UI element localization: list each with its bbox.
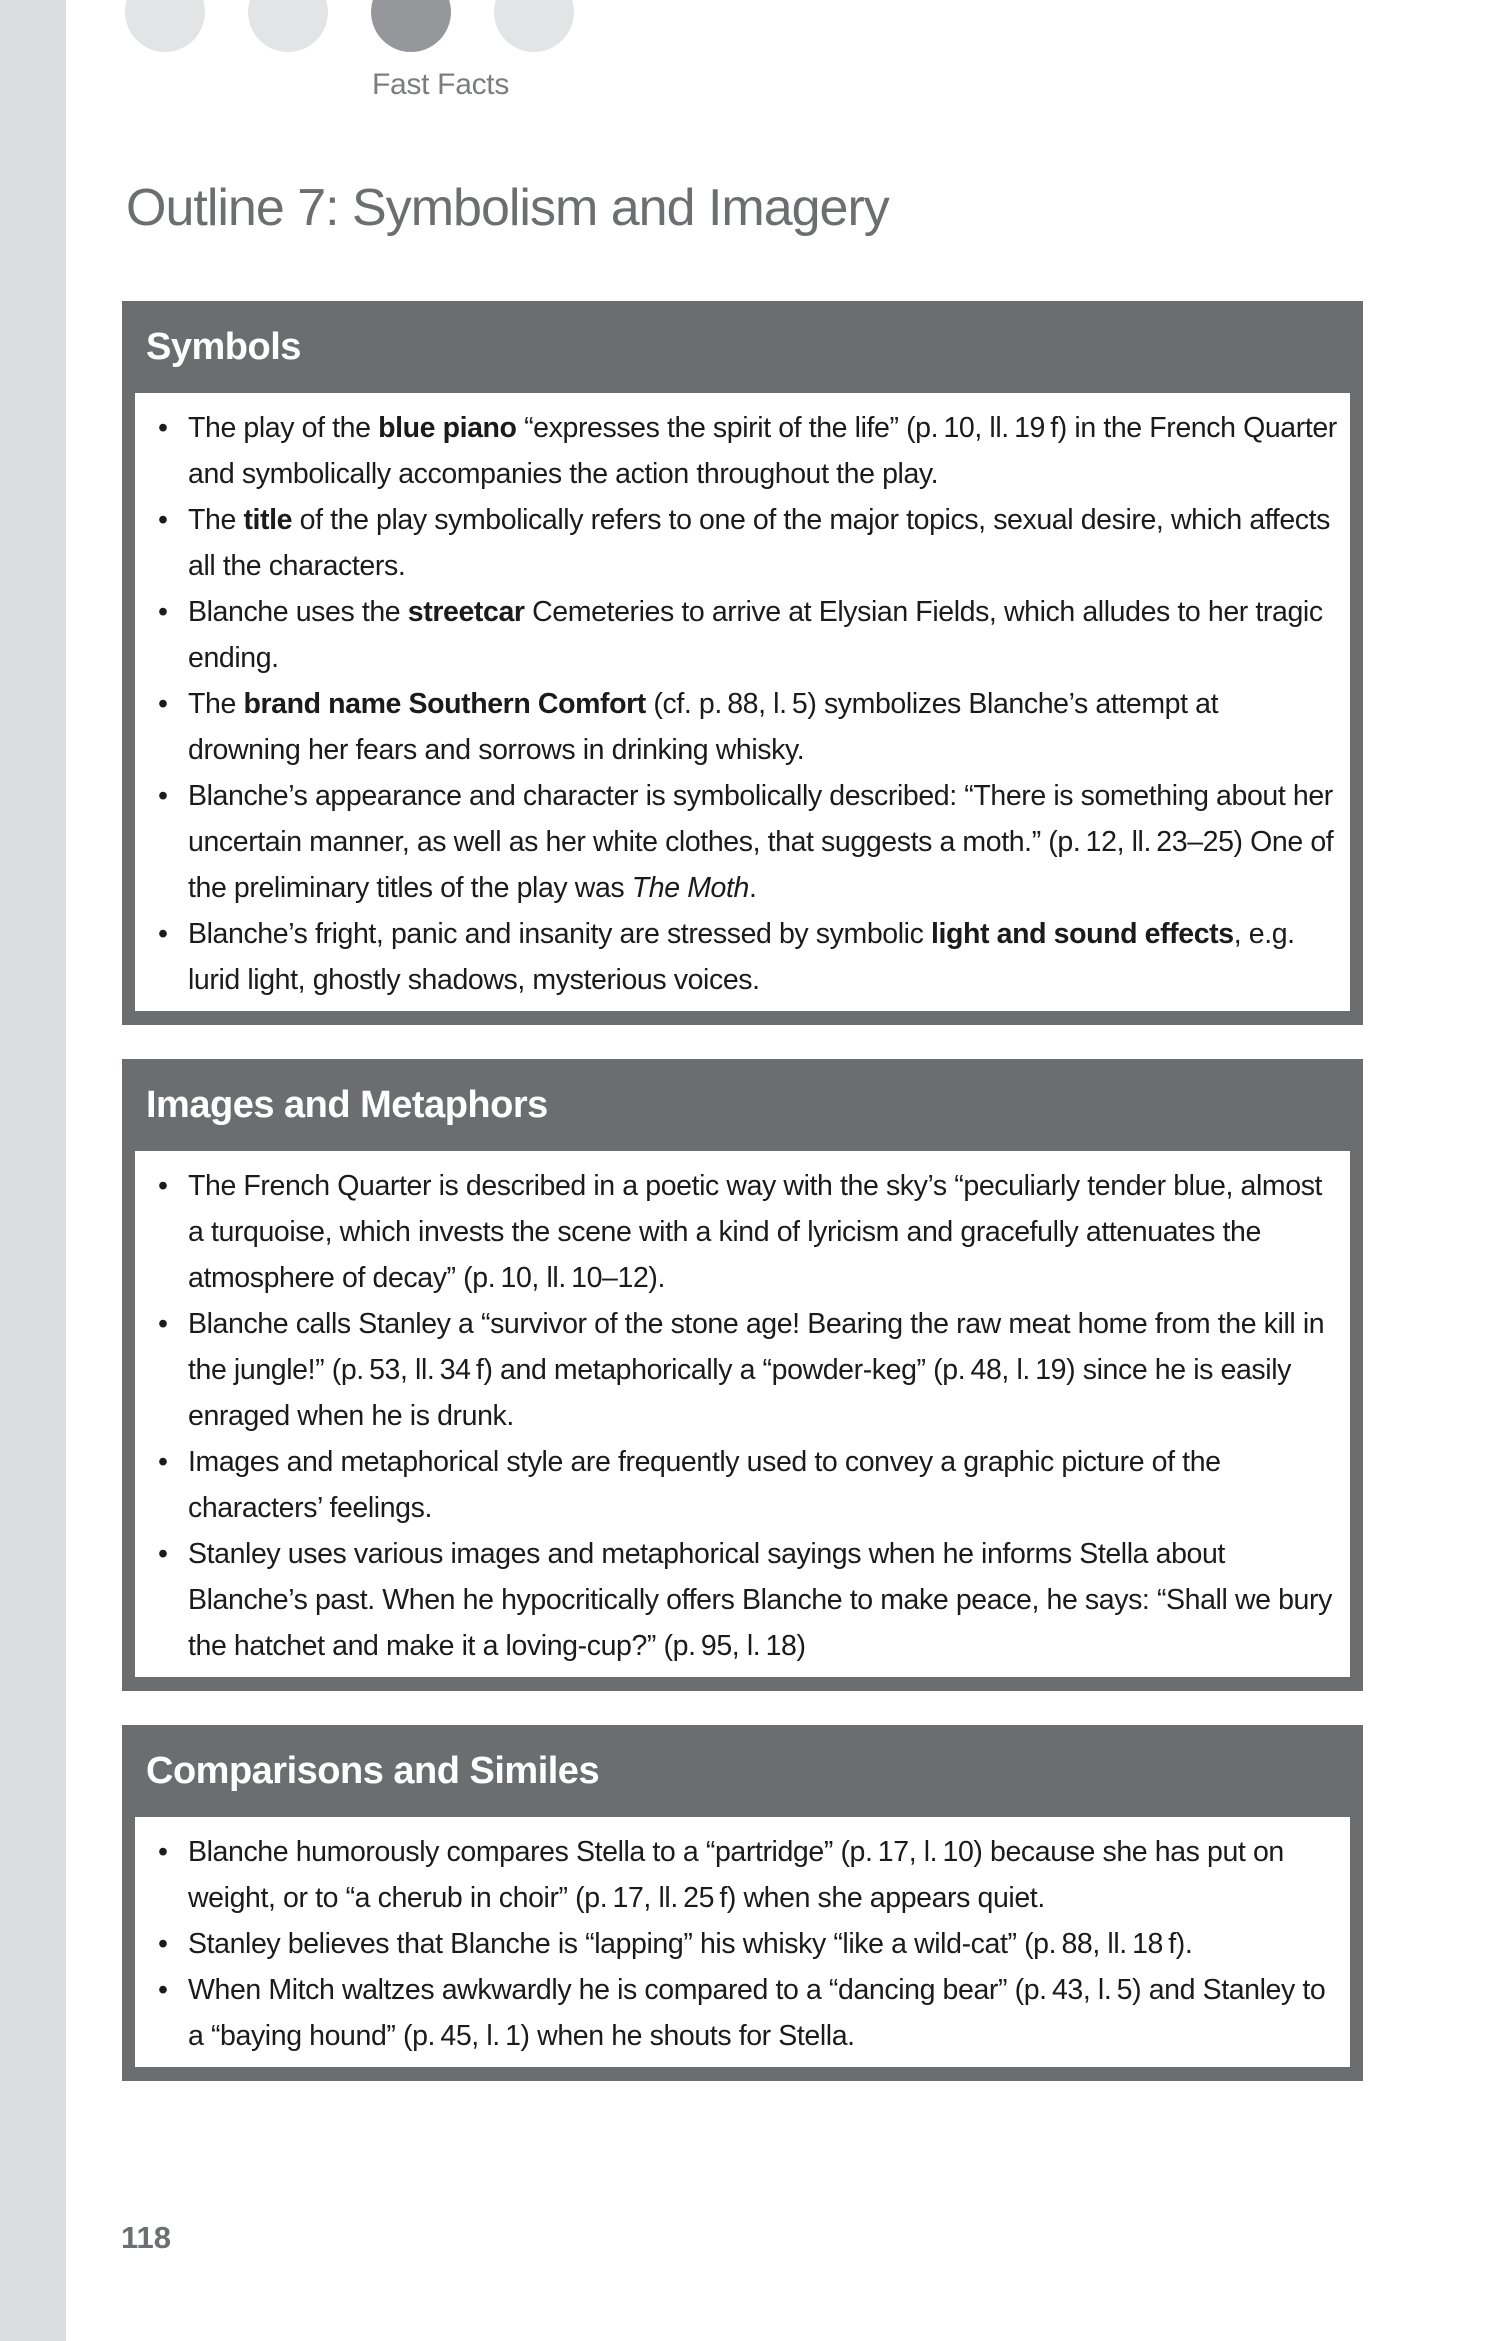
section-body — [135, 1151, 1350, 1677]
tab-dot-active-icon — [371, 0, 451, 52]
section-comparisons-and-similes — [122, 1725, 1363, 2081]
bullet-list — [135, 1163, 1338, 1669]
tab-dots-row — [125, 0, 574, 52]
text-run: Blanche humorously compares Stella to a “partridge” (p. 17, l. 10) because she has put on weight, or to “a cherub in choir” (p. 17, ll. 25 f) when she appears quiet. — [188, 1836, 1284, 1914]
tab-dot-icon — [125, 0, 205, 52]
page-edge-strip — [0, 0, 66, 2341]
section-symbols — [122, 301, 1363, 1025]
list-item — [188, 405, 1338, 497]
sections-container — [122, 301, 1363, 2115]
text-run: Blanche uses the — [188, 596, 408, 628]
list-item — [188, 1531, 1338, 1669]
italic-text-run: The Moth — [631, 872, 749, 904]
bold-text-run: streetcar — [407, 596, 525, 628]
text-run: Cemeteries to arrive at Elysian Fields, which alludes to her tragic ending. — [188, 596, 1323, 674]
section-heading: Symbols — [146, 325, 301, 368]
bold-text-run: blue piano — [378, 412, 517, 444]
text-run: Blanche’s fright, panic and insanity are stressed by symbolic — [188, 918, 931, 950]
text-run: “expresses the spirit of the life” (p. 10, ll. 19 f) in the French Quarter and symbolically accompanies the action throughout the play. — [188, 412, 1337, 490]
text-run: The — [188, 504, 244, 536]
text-run: The — [188, 688, 244, 720]
list-item — [188, 497, 1338, 589]
list-item — [188, 589, 1338, 681]
list-item — [188, 1967, 1338, 2059]
list-item — [188, 911, 1338, 1003]
text-run: The French Quarter is described in a poetic way with the sky’s “peculiarly tender blue, almost a turquoise, which invests the scene with a kind of lyricism and gracefully attenuates the atmosphere of decay” (p. 10, ll. 10–12). — [188, 1170, 1323, 1294]
section-heading: Comparisons and Similes — [146, 1749, 600, 1792]
tab-dot-icon — [248, 0, 328, 52]
page-number: 118 — [121, 2220, 172, 2255]
text-run: (cf. p. 88, l. 5) symbolizes Blanche’s attempt at drowning her fears and sorrows in drinking whisky. — [188, 688, 1219, 766]
tab-dot-icon — [494, 0, 574, 52]
section-heading: Images and Metaphors — [146, 1083, 548, 1126]
list-item — [188, 1301, 1338, 1439]
bold-text-run: brand name Southern Comfort — [243, 688, 646, 720]
bullet-list — [135, 1829, 1338, 2059]
bullet-list — [135, 405, 1338, 1003]
list-item — [188, 1921, 1338, 1967]
section-body — [135, 1817, 1350, 2067]
text-run: Images and metaphorical style are frequently used to convey a graphic picture of the characters’ feelings. — [188, 1446, 1221, 1524]
list-item — [188, 1439, 1338, 1531]
text-run: Blanche’s appearance and character is symbolically described: “There is something about her uncertain manner, as well as her white clothes, that suggests a moth.” (p. 12, ll. 23–25) One of the preliminary titles of the play was — [188, 780, 1334, 904]
list-item — [188, 773, 1338, 911]
text-run: , e.g. lurid light, ghostly shadows, mysterious voices. — [188, 918, 1295, 996]
bold-text-run: light and sound effects — [930, 918, 1234, 950]
text-run: Blanche calls Stanley a “survivor of the stone age! Bearing the raw meat home from the kill in the jungle!” (p. 53, ll. 34 f) and metaphorically a “powder-keg” (p. 48, l. 19) since he is easily enraged when he is drunk. — [188, 1308, 1325, 1432]
text-run: Stanley believes that Blanche is “lapping” his whisky “like a wild-cat” (p. 88, ll. 18 f). — [188, 1928, 1193, 1960]
text-run: The play of the — [188, 412, 379, 444]
section-images-and-metaphors — [122, 1059, 1363, 1691]
text-run: When Mitch waltzes awkwardly he is compared to a “dancing bear” (p. 43, l. 5) and Stanley to a “baying hound” (p. 45, l. 1) when he shouts for Stella. — [188, 1974, 1326, 2052]
text-run: Stanley uses various images and metaphorical sayings when he informs Stella about Blanche’s past. When he hypocritically offers Blanche to make peace, he says: “Shall we bury the hatchet and make it a loving-cup?” (p. 95, l. 18) — [188, 1538, 1332, 1662]
list-item — [188, 681, 1338, 773]
text-run: . — [748, 872, 757, 904]
list-item — [188, 1163, 1338, 1301]
list-item — [188, 1829, 1338, 1921]
bold-text-run: title — [243, 504, 293, 536]
page-title: Outline 7: Symbolism and Imagery — [126, 179, 889, 237]
text-run: of the play symbolically refers to one of the major topics, sexual desire, which affects all the characters. — [188, 504, 1330, 582]
section-body — [135, 393, 1350, 1011]
fast-facts-tab-label: Fast Facts — [372, 68, 510, 101]
